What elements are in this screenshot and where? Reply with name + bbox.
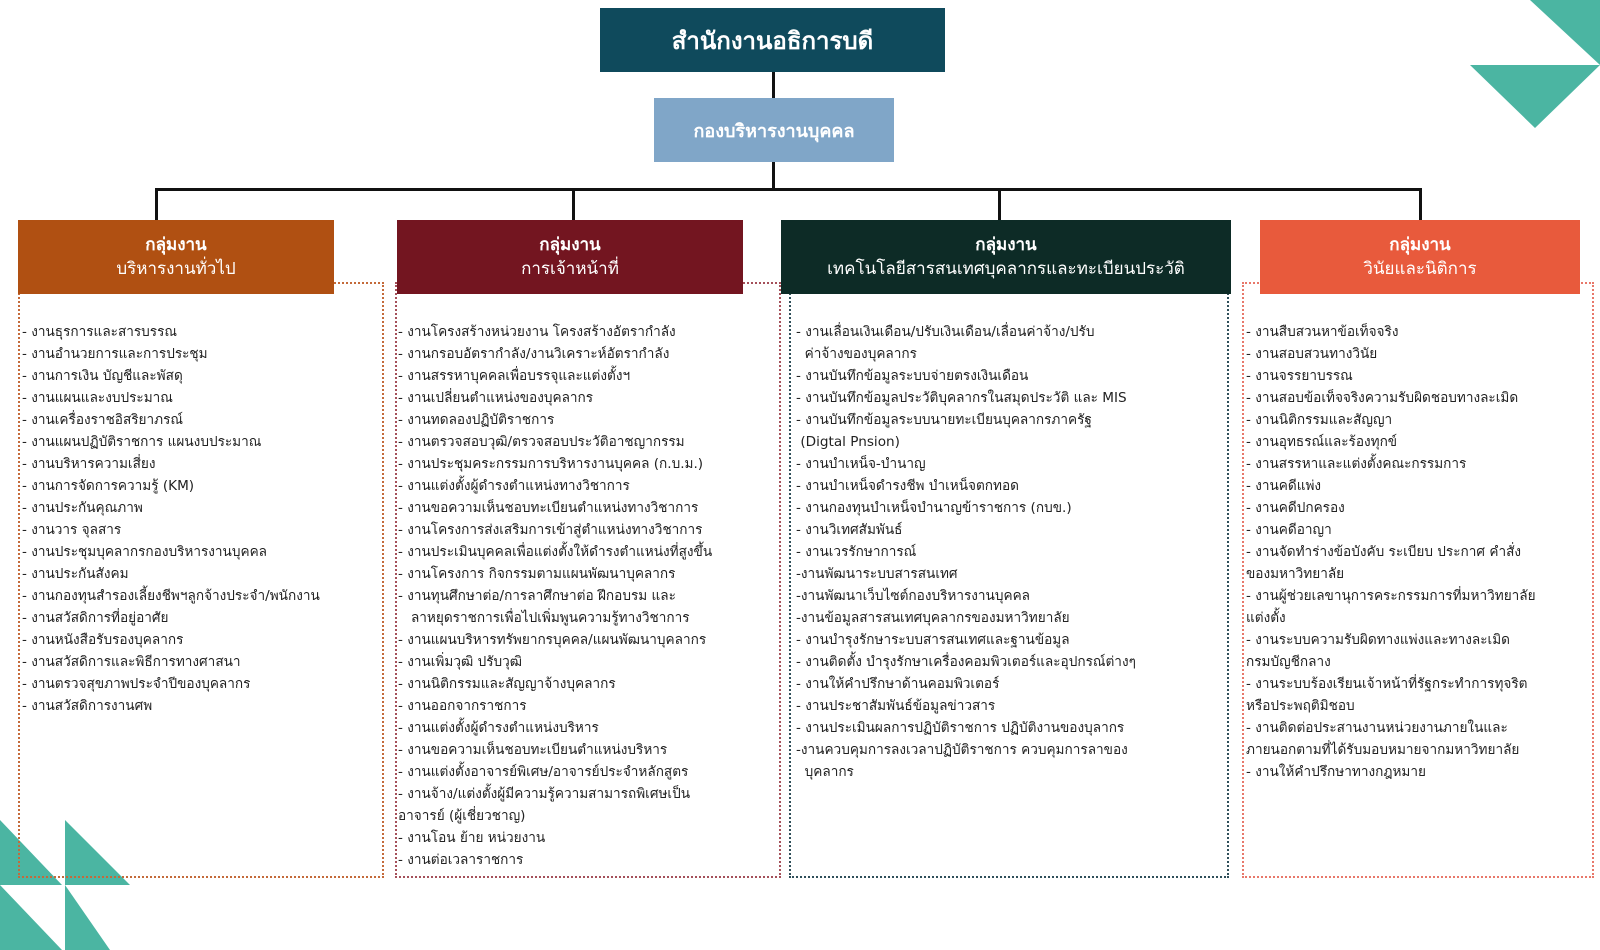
group-title-line1: กลุ่มงาน	[975, 235, 1037, 255]
task-item: - งานออกจากราชการ	[398, 698, 527, 714]
task-item: - งานคดีอาญา	[1246, 522, 1332, 538]
task-item: - งานหนังสือรับรองบุคลากร	[22, 632, 184, 648]
group-header-it-records	[781, 220, 1231, 294]
task-item: - งานแต่งตั้งอาจารย์พิเศษ/อาจารย์ประจำหลักสูตร	[398, 764, 689, 780]
connector-horizontal	[155, 188, 1422, 191]
task-item: - งานสอบสวนทางวินัย	[1246, 346, 1378, 362]
task-item: - งานขอความเห็นชอบทะเบียนตำแหน่งทางวิชาการ	[398, 500, 699, 516]
task-item: - งานทุนศึกษาต่อ/การลาศึกษาต่อ ฝึกอบรม และ	[398, 588, 676, 604]
group-title-line2: บริหารงานทั่วไป	[116, 259, 236, 279]
task-item: - งานติดตั้ง บำรุงรักษาเครื่องคอมพิวเตอร์และอุปกรณ์ต่างๆ	[796, 654, 1136, 670]
group-list-personnel	[398, 321, 780, 871]
task-item: - งานแต่งตั้งผู้ดำรงตำแหน่งทางวิชาการ	[398, 478, 630, 494]
task-item: - งานโครงการ กิจกรรมตามแผนพัฒนาบุคลากร	[398, 566, 676, 582]
task-item: - งานอุทธรณ์และร้องทุกข์	[1246, 434, 1398, 450]
task-item: - งานเปลี่ยนตำแหน่งของบุคลากร	[398, 390, 594, 406]
corner-decoration-top-right	[1470, 0, 1600, 130]
connector-sub-down	[772, 162, 775, 190]
task-item: - งานบันทึกข้อมูลระบบนายทะเบียนบุคลากรภาครัฐ	[796, 412, 1092, 428]
task-item: - งานประชาสัมพันธ์ข้อมูลข่าวสาร	[796, 698, 996, 714]
task-item: - งานให้คำปรึกษาทางกฎหมาย	[1246, 764, 1426, 780]
task-item: - งานนิติกรรมและสัญญาจ้างบุคลากร	[398, 676, 616, 692]
task-item: -งานพัฒนาระบบสารสนเทศ	[796, 566, 958, 582]
task-item: - งานประชุมคระกรรมการบริหารงานบุคคล (ก.บ.ม.)	[398, 456, 704, 472]
group-header-general-admin	[18, 220, 334, 294]
task-item: - งานสวัสดิการและพิธีการทางศาสนา	[22, 654, 241, 670]
connector-group-1	[155, 188, 158, 220]
task-item: บุคลากร	[796, 764, 854, 780]
teal-triangle	[1530, 0, 1600, 65]
task-item: - งานให้คำปรึกษาด้านคอมพิวเตอร์	[796, 676, 1000, 692]
group-title-line1: กลุ่มงาน	[145, 235, 207, 255]
group-list-discipline-legal	[1246, 321, 1592, 783]
task-item: - งานสวัสดิการที่อยู่อาศัย	[22, 610, 169, 626]
task-item: กรมบัญชีกลาง	[1246, 654, 1331, 670]
task-item: ค่าจ้างของบุคลากร	[796, 346, 917, 362]
task-item: -งานควบคุมการลงเวลาปฏิบัติราชการ ควบคุมการลาของ	[796, 742, 1128, 758]
task-item: - งานวาร จุลสาร	[22, 522, 122, 538]
task-item: (Digtal Pnsion)	[796, 434, 900, 450]
teal-triangle	[65, 885, 110, 950]
group-header-personnel	[397, 220, 743, 294]
task-item: - งานการจัดการความรู้ (KM)	[22, 478, 195, 494]
task-item: - งานโอน ย้าย หน่วยงาน	[398, 830, 546, 846]
task-item: - งานวิเทศสัมพันธ์	[796, 522, 903, 538]
connector-group-2	[572, 188, 575, 220]
task-item: - งานระบบความรับผิดทางแพ่งและทางละเมิด	[1246, 632, 1510, 648]
task-item: หรือประพฤติมิชอบ	[1246, 698, 1355, 714]
task-item: - งานบำรุงรักษาระบบสารสนเทศและฐานข้อมูล	[796, 632, 1070, 648]
task-item: - งานบันทึกข้อมูลระบบจ่ายตรงเงินเดือน	[796, 368, 1029, 384]
office-president-box	[600, 8, 945, 72]
personnel-division-label: กองบริหารงานบุคคล	[693, 120, 855, 142]
task-item: - งานคดีปกครอง	[1246, 500, 1345, 516]
task-item: - งานแต่งตั้งผู้ดำรงตำแหน่งบริหาร	[398, 720, 599, 736]
task-item: - งานจัดทำร่างข้อบังคับ ระเบียบ ประกาศ คำสั่ง	[1246, 544, 1522, 560]
task-item: - งานสืบสวนหาข้อเท็จจริง	[1246, 324, 1399, 340]
task-item: - งานเลื่อนเงินเดือน/ปรับเงินเดือน/เลื่อนค่าจ้าง/ปรับ	[796, 324, 1095, 340]
task-item: - งานเพิ่มวุฒิ ปรับวุฒิ	[398, 654, 523, 670]
task-item: - งานเวรรักษาการณ์	[796, 544, 917, 560]
task-item: - งานขอความเห็นชอบทะเบียนตำแหน่งบริหาร	[398, 742, 668, 758]
task-item: - งานจ้าง/แต่งตั้งผู้มีความรู้ความสามารถพิเศษเป็น	[398, 786, 690, 802]
task-item: - งานผู้ช่วยเลขานุการคระกรรมการที่มหาวิทยาลัย	[1246, 588, 1536, 604]
teal-triangle	[1470, 65, 1535, 128]
personnel-division-box	[654, 98, 894, 162]
task-item: -งานพัฒนาเว็บไซต์กองบริหารงานบุคคล	[796, 588, 1031, 604]
task-item: - งานเครื่องราชอิสริยาภรณ์	[22, 412, 184, 428]
group-title-line2: เทคโนโลยีสารสนเทศบุคลากรและทะเบียนประวัติ	[827, 259, 1185, 279]
task-item: แต่งตั้ง	[1246, 610, 1286, 626]
connector-group-4	[1419, 188, 1422, 220]
office-president-label: สำนักงานอธิการบดี	[671, 26, 874, 55]
task-item: - งานสรรหาบุคคลเพื่อบรรจุและแต่งตั้งฯ	[398, 368, 631, 384]
group-title-line2: วินัยและนิติการ	[1363, 259, 1477, 279]
task-item: - งานต่อเวลาราชการ	[398, 852, 524, 868]
task-item: - งานบันทึกข้อมูลประวัติบุคลากรในสมุดประวัติ และ MIS	[796, 390, 1127, 406]
task-item: - งานโครงการส่งเสริมการเข้าสู่ตำแหน่งทางวิชาการ	[398, 522, 703, 538]
task-item: - งานตรวจสุขภาพประจำปีของบุคลากร	[22, 676, 251, 692]
task-item: - งานกองทุนบำเหน็จบำนาญข้าราชการ (กบข.)	[796, 500, 1072, 516]
task-item: - งานกองทุนสำรองเลี้ยงชีพฯลูกจ้างประจำ/พนักงาน	[22, 588, 320, 604]
group-list-it-records	[796, 321, 1226, 783]
group-title-line2: การเจ้าหน้าที่	[521, 259, 619, 279]
task-item: ภายนอกตามที่ได้รับมอบหมายจากมหาวิทยาลัย	[1246, 742, 1520, 758]
task-item: - งานประชุมบุคลากรกองบริหารงานบุคคล	[22, 544, 267, 560]
group-list-general-admin	[22, 321, 382, 717]
connector-top	[772, 72, 775, 98]
task-item: - งานทดลองปฏิบัติราชการ	[398, 412, 555, 428]
task-item: - งานสอบข้อเท็จจริงความรับผิดชอบทางละเมิด	[1246, 390, 1519, 406]
task-item: - งานตรวจสอบวุฒิ/ตรวจสอบประวัติอาชญากรรม	[398, 434, 685, 450]
task-item: - งานแผนบริหารทรัพยากรบุคคล/แผนพัฒนาบุคลากร	[398, 632, 707, 648]
task-item: - งานกรอบอัตรากำลัง/งานวิเคราะห์อัตรากำลัง	[398, 346, 670, 362]
task-item: - งานบริหารความเสี่ยง	[22, 456, 156, 472]
task-item: - งานแผนปฏิบัติราชการ แผนงบประมาณ	[22, 434, 262, 450]
group-title-line1: กลุ่มงาน	[539, 235, 601, 255]
connector-group-3	[998, 188, 1001, 220]
task-item: ของมหาวิทยาลัย	[1246, 566, 1345, 582]
task-item: - งานประเมินบุคคลเพื่อแต่งตั้งให้ดำรงตำแหน่งที่สูงขึ้น	[398, 544, 713, 560]
task-item: - งานอำนวยการและการประชุม	[22, 346, 208, 362]
task-item: - งานธุรการและสารบรรณ	[22, 324, 178, 340]
task-item: ลาหยุดราชการเพื่อไปเพิ่มพูนความรู้ทางวิชาการ	[398, 610, 690, 626]
task-item: - งานจรรยาบรรณ	[1246, 368, 1353, 384]
task-item: - งานสวัสดิการงานศพ	[22, 698, 153, 714]
task-item: - งานแผนและงบประมาณ	[22, 390, 173, 406]
task-item: -งานข้อมูลสารสนเทศบุคลากรของมหาวิทยาลัย	[796, 610, 1070, 626]
task-item: - งานคดีแพ่ง	[1246, 478, 1322, 494]
task-item: - งานนิติกรรมและสัญญา	[1246, 412, 1393, 428]
group-title-line1: กลุ่มงาน	[1389, 235, 1451, 255]
task-item: - งานประกันสังคม	[22, 566, 129, 582]
teal-triangle	[0, 885, 62, 950]
group-header-discipline-legal	[1260, 220, 1580, 294]
task-item: - งานการเงิน บัญชีและพัสดุ	[22, 368, 183, 384]
task-item: - งานระบบร้องเรียนเจ้าหน้าที่รัฐกระทำการทุจริต	[1246, 676, 1528, 692]
task-item: อาจารย์ (ผู้เชี่ยวชาญ)	[398, 808, 526, 824]
task-item: - งานบำเหน็จดำรงชีพ บำเหน็จตกทอด	[796, 478, 1019, 494]
task-item: - งานสรรหาและแต่งตั้งคณะกรรมการ	[1246, 456, 1467, 472]
task-item: - งานติดต่อประสานงานหน่วยงานภายในและ	[1246, 720, 1508, 736]
task-item: - งานโครงสร้างหน่วยงาน โครงสร้างอัตรากำลัง	[398, 324, 676, 340]
task-item: - งานประกันคุณภาพ	[22, 500, 143, 516]
task-item: - งานบำเหน็จ-บำนาญ	[796, 456, 926, 472]
teal-triangle	[1535, 65, 1600, 128]
task-item: - งานประเมินผลการปฏิบัติราชการ ปฏิบัติงานของบุลากร	[796, 720, 1125, 736]
